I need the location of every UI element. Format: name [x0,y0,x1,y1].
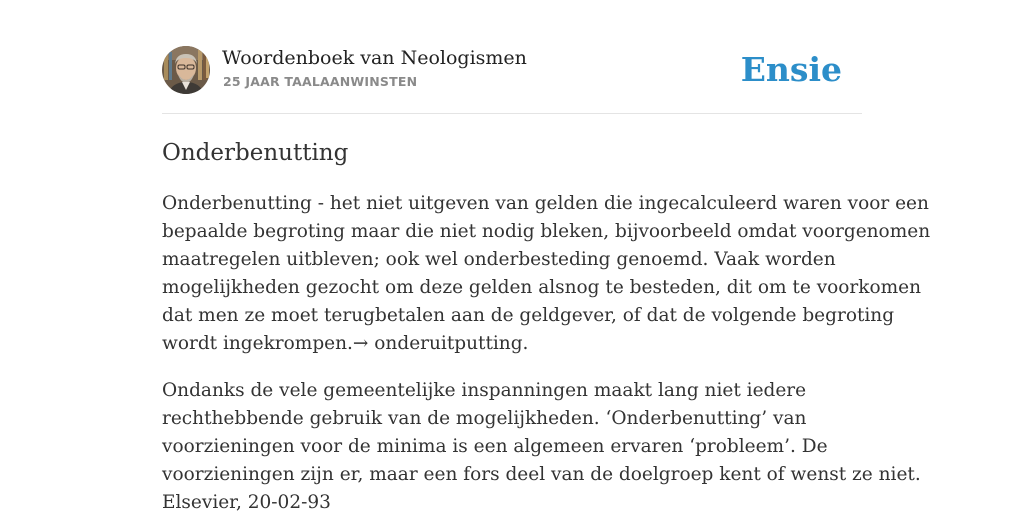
paragraph-line: rechthebbende gebruik van de mogelijkheden. ‘Onderbenutting’ van [162,408,807,429]
paragraph-line: Ondanks de vele gemeentelijke inspanningen maakt lang niet iedere [162,380,807,401]
paragraph-line: bepaalde begroting maar die niet nodig bleken, bijvoorbeeld omdat voorgenomen [162,221,931,242]
blog-title[interactable]: Woordenboek van Neologismen [222,47,527,69]
paragraph-line: voorzieningen zijn er, maar een fors deel van de doelgroep kent of wenst ze niet. [162,464,921,485]
paragraph-line: Onderbenutting - het niet uitgeven van gelden die ingecalculeerd waren voor een [162,193,929,214]
entry-content [162,190,931,512]
paragraph-line: mogelijkheden gezocht om deze gelden alsnog te besteden, dit om te voorkomen [162,277,922,298]
blog-subtitle: 25 JAAR TAALAANWINSTEN [223,74,418,89]
paragraph-line: dat men ze moet terugbetalen aan de geldgever, of dat de volgende begroting [162,305,895,326]
paragraph-line: maatregelen uitbleven; ook wel onderbesteding genoemd. Vaak worden [162,249,836,270]
citation-source: Elsevier, 20-02-93 [162,492,331,512]
paragraph-line: voorzieningen voor de minima is een algemeen ervaren ‘probleem’. De [162,436,828,457]
brand-logo[interactable]: Ensie [740,50,842,89]
citation-paragraph [162,377,921,512]
entry-title: Onderbenutting [162,140,349,166]
author-avatar[interactable] [162,46,210,94]
paragraph-line: wordt ingekrompen.→ onderuitputting. [162,333,529,354]
definition-paragraph [162,190,931,358]
header-divider [162,113,862,114]
blog-header [162,46,862,96]
author-portrait-image [162,46,210,94]
